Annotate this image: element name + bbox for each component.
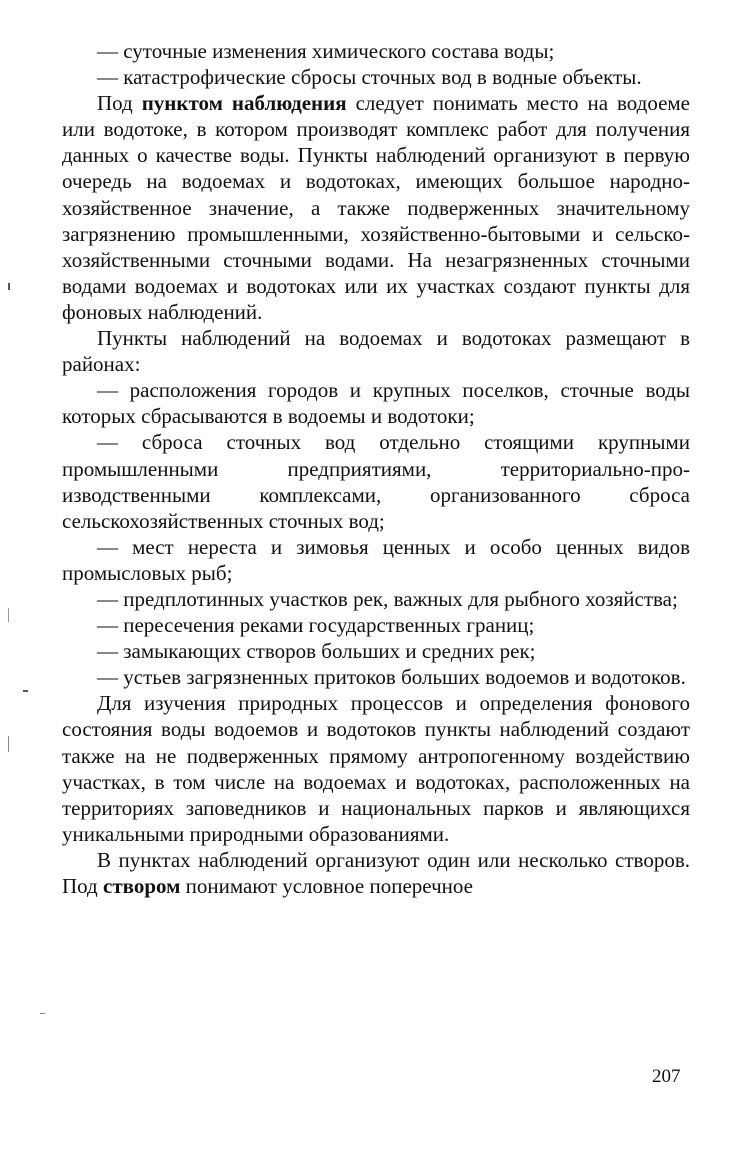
list-item: — катастрофические сбросы сточных вод в водные объекты. bbox=[97, 65, 642, 90]
list-item: — сброса сточных вод отдельно стоящими крупными промышленными предприятиями, территориально-производственными комплексами, организованного сброса сельскохозяйственных сточных вод; bbox=[62, 430, 690, 533]
paragraph-observation-point-definition bbox=[62, 90, 690, 325]
text-run: следует понимать место на водоеме или водотоке, в котором производят комплекс работ для получения данных о качестве воды. Пункты наблюдений организуют в первую очередь на водоемах и водотоках, имеющих большое народно-хозяйственное значение, а также подверженных значительному загрязнению промышленными, хозяйственно-бытовыми и сельскохозяйственными сточными водами. На незагрязненных сточными водами водоемах и водотоках или их участках создают пункты для фоновых наблюдений. bbox=[62, 91, 691, 324]
list-item: — суточные изменения химического состава воды; bbox=[97, 39, 555, 63]
scan-mark bbox=[8, 608, 9, 622]
paragraph: Пункты наблюдений на водоемах и водотоках размещают в районах: bbox=[62, 326, 690, 377]
text-run: В пунктах наблюдений организуют один или несколько створов. Под bbox=[62, 847, 690, 898]
list-item: — устьев загрязненных притоков больших водоемов и водотоков. bbox=[97, 665, 686, 690]
paragraph-section-definition bbox=[62, 847, 690, 899]
scan-mark bbox=[23, 690, 28, 692]
term-section: створом bbox=[103, 874, 181, 898]
list-item: — предплотинных участков рек, важных для рыбного хозяйства; bbox=[97, 586, 678, 611]
list-item: — расположения городов и крупных поселков, сточные воды которых сбрасываются в водоемы и водотоки; bbox=[62, 378, 690, 429]
scan-mark bbox=[8, 283, 10, 290]
list-item: — замыкающих створов больших и средних рек; bbox=[97, 639, 536, 664]
text-run: Под bbox=[97, 91, 142, 116]
scan-mark bbox=[8, 736, 9, 752]
list-item: — мест нереста и зимовья ценных и особо ценных видов промысловых рыб; bbox=[62, 534, 690, 585]
paragraph: Для изучения природных процессов и определения фонового состояния воды водоемов и водотоков пункты наблюдений создают также на не подверженных прямому антропогенному воздействию участках, в том числе на водоемах и водотоках, расположенных на территориях заповедников и национальных парков и являющихся уникальными природными образованиями. bbox=[62, 691, 690, 846]
page-number: 207 bbox=[652, 1066, 681, 1087]
scan-mark bbox=[40, 1013, 45, 1014]
term-observation-point: пунктом наблюдения bbox=[141, 91, 347, 116]
page-body-text bbox=[62, 38, 690, 899]
list-item: — пересечения реками государственных границ; bbox=[97, 613, 535, 638]
text-run: понимают условное поперечное bbox=[180, 874, 473, 898]
